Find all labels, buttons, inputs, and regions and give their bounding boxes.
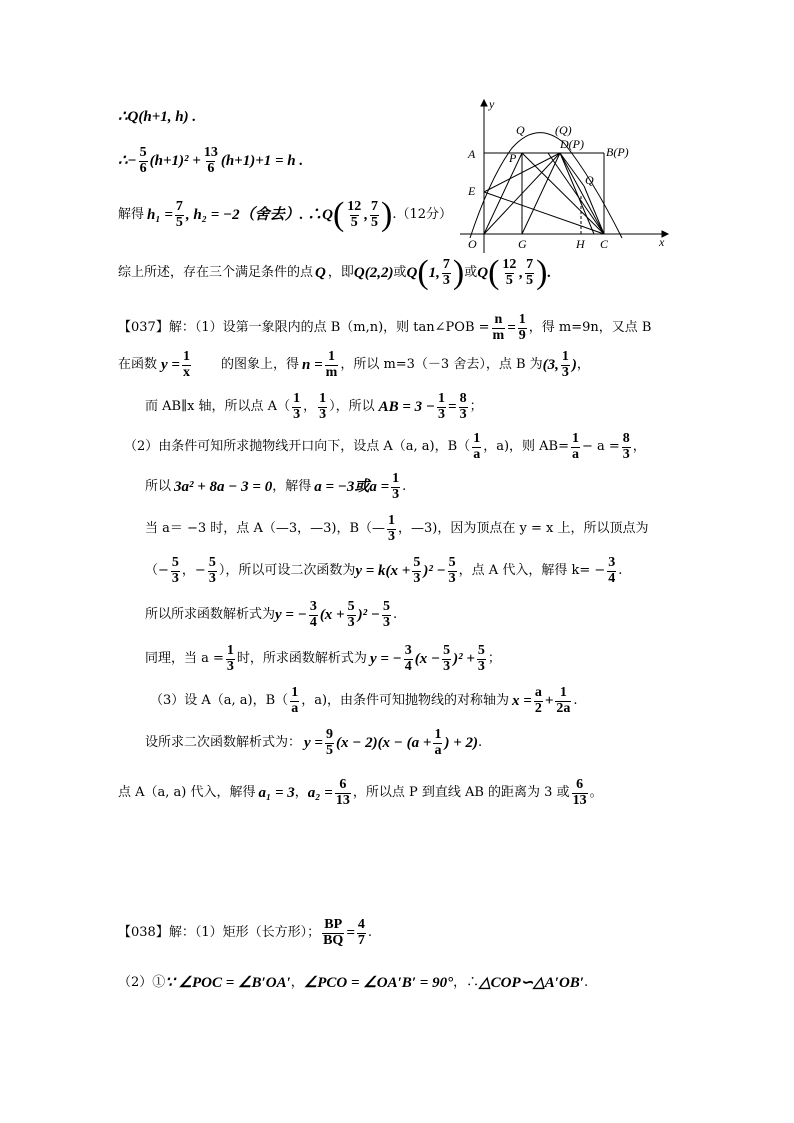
line-037-5: 所以 3a² + 8a − 3 = 0 ，解得 a = −3或a = $\frac{1}{3}$ . <box>145 471 407 502</box>
fraction: $\frac{5}{3}$ <box>477 643 485 674</box>
line-037-6: 当 a＝ −3 时，点 A（—3，—3)，B（— $\frac{1}{3}$ ，—3)，因为顶点在 y = x 上，所以顶点为 <box>145 513 649 544</box>
fraction: $\frac{5}{3}$ <box>443 643 451 674</box>
fraction: $\frac{1}{3}$ <box>392 471 400 502</box>
fraction: $\frac{a}{2}$ <box>534 685 542 716</box>
label-e: E <box>468 184 476 198</box>
fraction: $\frac{7}{3}$ <box>442 256 450 288</box>
fraction: $\frac{12}{5}$ <box>347 198 362 230</box>
line-037-9: 同理，当 a = $\frac{1}{3}$ 时，所求函数解析式为 y = − $\frac{3}{4}$ (x − $\frac{5}{3}$ )² + $\frac{5}{3}$ ； <box>145 643 501 674</box>
fraction: $\frac{5}{3}$ <box>382 599 390 630</box>
line-038-1: 【038】解：（1）矩形（长方形）； $\frac{BP}{BQ}$ = $\frac{4}{7}$ . <box>118 917 373 948</box>
line-037-11: 设所求二次函数解析式为： y = $\frac{9}{5}$ (x − 2)(x − (a + $\frac{1}{a}$ ) + 2) . <box>145 727 483 758</box>
fraction: $\frac{1}{a}$ <box>571 431 579 462</box>
line-037-2: 在函数 y = $\frac{1}{x}$ 的图象上，得 n = $\frac{1}{m}$ ，所以 m=3（－3 舍去），点 B 为 (3, $\frac{1}{3}$ ) ， <box>118 349 590 380</box>
line-037-8: 所以所求函数解析式为 y = − $\frac{3}{4}$ (x + $\frac{5}{3}$ )² − $\frac{5}{3}$ . <box>145 599 398 630</box>
line-037-4: （2）由条件可知所求抛物线开口向下，设点 A（a, a)，B（ $\frac{1}{a}$ ，a)，则 AB= $\frac{1}{a}$ − a = $\frac{8}{3}$ ， <box>124 431 646 462</box>
fraction: $\frac{1}{3}$ <box>438 391 446 422</box>
line-summary: 综上所述，存在三个满足条件的点 Q ，即 Q(2,2) 或 Q ( 1, $\frac{7}{3}$ ) 或 Q ( $\frac{12}{5}$ , $\frac{7}{5}$ ) . <box>118 254 552 291</box>
fraction: $\frac{n}{m}$ <box>492 312 505 343</box>
fraction: $\frac{1}{a}$ <box>434 727 442 758</box>
q-coordinates: ∴Q(h+1, h) . <box>118 109 197 125</box>
fraction: $\frac{6}{13}$ <box>335 777 350 808</box>
line-037-12: 点 A（a, a) 代入，解得 a₁ = 3 ， a₂ = $\frac{6}{13}$ ，所以点 P 到直线 AB 的距离为 3 或 $\frac{6}{13}$ 。 <box>118 777 603 808</box>
fraction: $\frac{8}{3}$ <box>622 431 630 462</box>
fraction: $\frac{8}{3}$ <box>459 391 467 422</box>
fraction: $\frac{5}{3}$ <box>413 555 421 586</box>
fraction: $\frac{3}{4}$ <box>309 599 317 630</box>
problem-038-tag: 【038】解：（1）矩形（长方形）； <box>118 925 321 941</box>
fraction: $\frac{1}{2a}$ <box>556 685 571 716</box>
fraction: $\frac{4}{7}$ <box>357 917 365 948</box>
label-q-right: Q <box>585 173 594 187</box>
label-h: H <box>576 237 585 251</box>
line-solve-h: 解得 h₁ = $\frac{7}{5}$ , h₂ = −2（舍去）. ∴Q ( $\frac{12}{5}$ , $\frac{7}{5}$ ) .（12分） <box>118 196 453 233</box>
fraction: $\frac{5}{6}$ <box>139 145 147 176</box>
label-x: x <box>659 235 665 249</box>
problem-037-tag: 【037】解：（1）设第一象限内的点 B（m,n)，则 tan∠POB = <box>118 320 490 336</box>
line-037-3: 而 AB∥x 轴，所以点 A（ $\frac{1}{3}$ ， $\frac{1}{3}$ ），所以 AB = 3 − $\frac{1}{3}$ = $\frac{8}{3}$ ； <box>145 391 483 422</box>
fraction: $\frac{1}{x}$ <box>182 349 190 380</box>
fraction: $\frac{9}{5}$ <box>325 727 333 758</box>
fraction: $\frac{1}{a}$ <box>291 685 299 716</box>
line-038-2: （2）① ∵ ∠POC = ∠B′OA′ ， ∠PCO = ∠OA′B′ = 90° ，∴ △COP∽△A′OB′ . <box>118 975 589 991</box>
fraction: $\frac{1}{3}$ <box>319 391 327 422</box>
fraction: $\frac{1}{3}$ <box>226 643 234 674</box>
fraction: $\frac{1}{m}$ <box>325 349 338 380</box>
line-q-coordinates <box>118 108 196 126</box>
fraction: $\frac{1}{3}$ <box>293 391 301 422</box>
label-c: C <box>600 237 609 251</box>
fraction: $\frac{1}{a}$ <box>473 431 481 462</box>
label-a: A <box>468 147 476 161</box>
label-p: P <box>509 151 517 165</box>
fraction: $\frac{7}{5}$ <box>175 198 183 230</box>
fraction: $\frac{1}{3}$ <box>388 513 395 544</box>
fraction: $\frac{5}{3}$ <box>347 599 355 630</box>
label-q-top: Q <box>516 123 525 137</box>
fraction: $\frac{7}{5}$ <box>371 198 379 230</box>
line-037-1: 【037】解：（1）设第一象限内的点 B（m,n)，则 tan∠POB = $\frac{n}{m}$ = $\frac{1}{9}$ ，得 m=9n，又点 B <box>118 312 652 343</box>
fraction: $\frac{BP}{BQ}$ <box>323 917 344 948</box>
fraction: $\frac{5}{3}$ <box>171 555 179 586</box>
geometry-figure <box>452 98 672 258</box>
line-037-10: （3）设 A（a, a)，B（ $\frac{1}{a}$ ，a)，由条件可知抛物线的对称轴为 x = $\frac{a}{2}$ + $\frac{1}{2a}$ . <box>150 685 578 716</box>
fraction: $\frac{7}{5}$ <box>526 256 534 288</box>
fraction: $\frac{6}{13}$ <box>572 777 587 808</box>
fraction: $\frac{13}{6}$ <box>203 145 218 176</box>
fraction: $\frac{1}{9}$ <box>518 312 526 343</box>
label-o: O <box>468 237 477 251</box>
label-g: G <box>518 237 527 251</box>
label-d-p: D(P) <box>560 137 584 151</box>
fraction: $\frac{12}{5}$ <box>502 256 517 288</box>
fraction: $\frac{5}{3}$ <box>448 555 456 586</box>
label-q-paren: (Q) <box>555 123 572 137</box>
line-037-7: （− $\frac{5}{3}$ ，− $\frac{5}{3}$ ），所以可设二次函数为 y = k(x + $\frac{5}{3}$ )² − $\frac{5}{3}$ ，点 A 代入，解得 k= − $\frac{3}{4}$ . <box>145 555 623 586</box>
label-b-p: B(P) <box>606 145 629 159</box>
fraction: $\frac{1}{3}$ <box>561 349 569 380</box>
fraction: $\frac{3}{4}$ <box>608 555 616 586</box>
label-y: y <box>489 98 495 111</box>
line-equation-h: ∴− $\frac{5}{6}$ (h+1)² + $\frac{13}{6}$ (h+1)+1 = h . <box>118 145 304 176</box>
fraction: $\frac{5}{3}$ <box>208 555 216 586</box>
y-axis-arrow <box>481 100 487 106</box>
fraction: $\frac{3}{4}$ <box>404 643 412 674</box>
